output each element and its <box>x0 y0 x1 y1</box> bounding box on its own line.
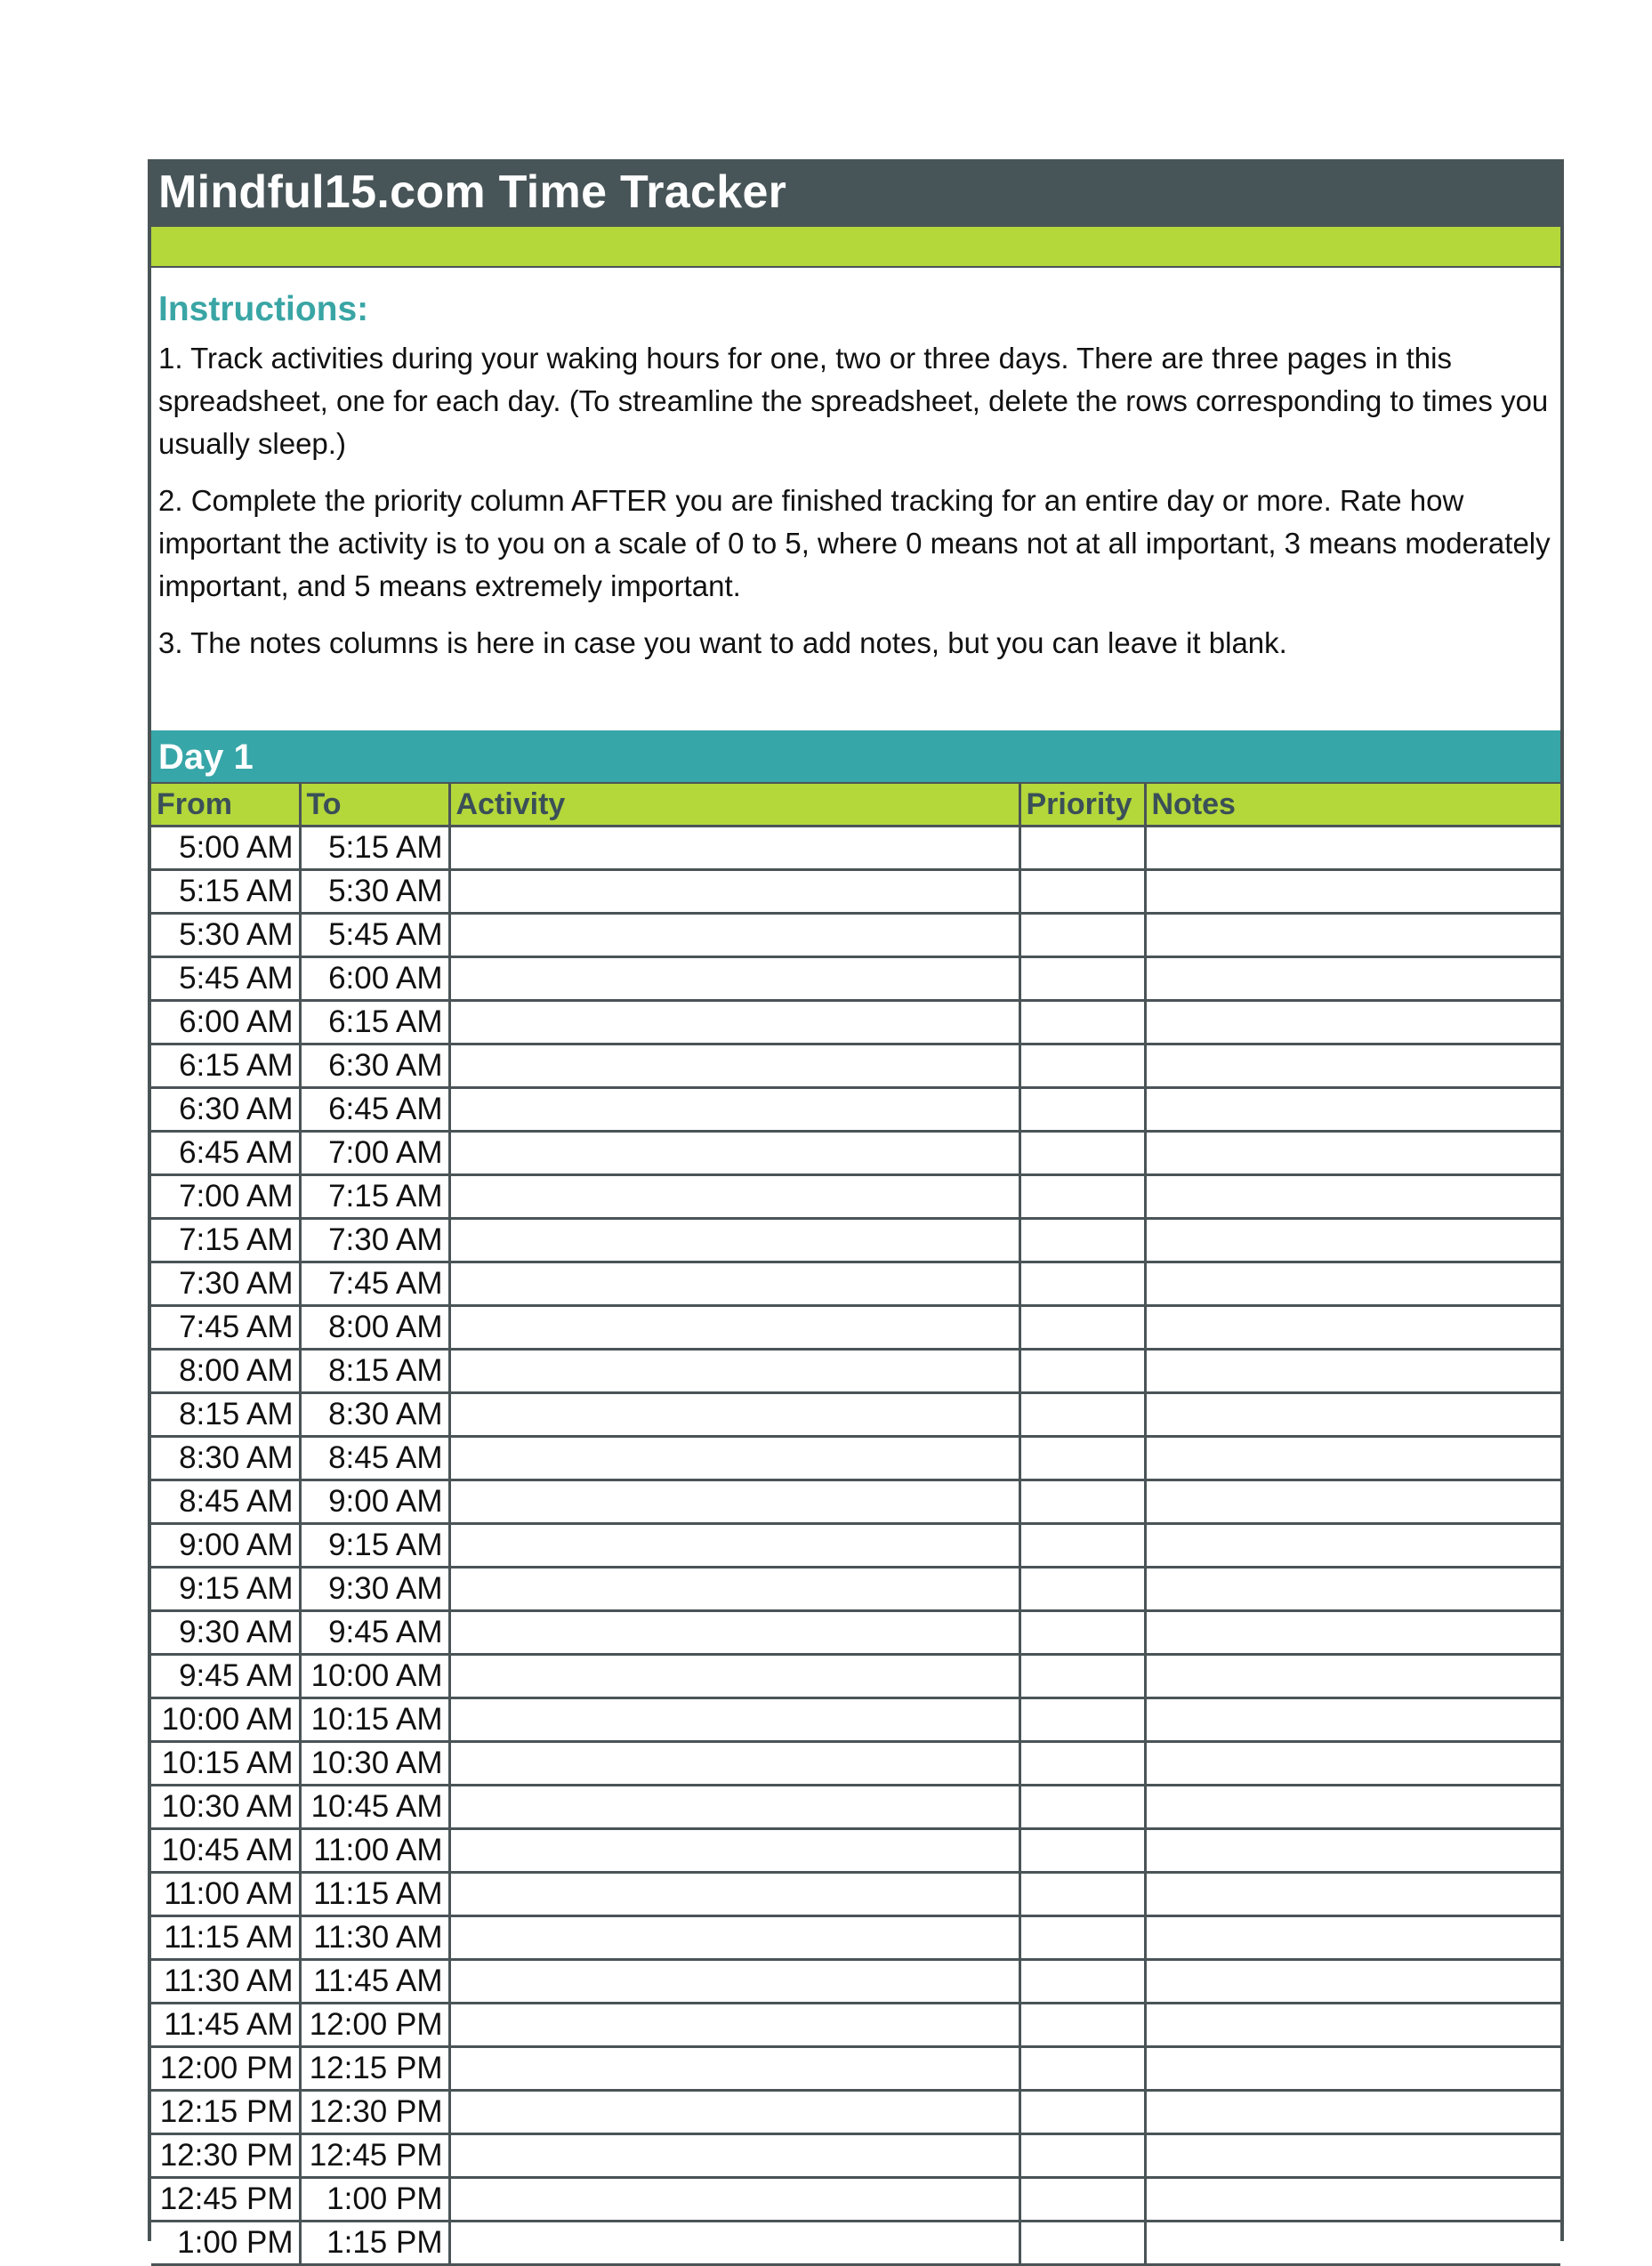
table-row <box>151 1873 1560 1916</box>
notes-cell[interactable] <box>1145 1611 1560 1655</box>
notes-cell[interactable] <box>1145 1088 1560 1132</box>
to-time-cell: 1:15 PM <box>300 2222 449 2265</box>
activity-cell[interactable] <box>449 1960 1019 2004</box>
activity-cell[interactable] <box>449 1044 1019 1088</box>
priority-cell[interactable] <box>1019 957 1145 1001</box>
to-time-cell: 5:15 AM <box>300 827 449 870</box>
priority-cell[interactable] <box>1019 1262 1145 1306</box>
to-time-cell: 8:00 AM <box>300 1306 449 1350</box>
from-time-cell: 11:15 AM <box>151 1916 300 1960</box>
priority-cell[interactable] <box>1019 1350 1145 1393</box>
column-header-activity: Activity <box>449 784 1019 827</box>
activity-cell[interactable] <box>449 1698 1019 1742</box>
instruction-1: 1. Track activities during your waking hours for one, two or three days. There are three pages in this spreadsheet, one for each day. (To streamline the spreadsheet, delete the rows corresponding to times you usually sleep.) <box>158 342 1549 460</box>
table-row <box>151 1350 1560 1393</box>
notes-cell[interactable] <box>1145 1742 1560 1786</box>
to-time-cell: 9:15 AM <box>300 1524 449 1568</box>
activity-cell[interactable] <box>449 2134 1019 2178</box>
activity-cell[interactable] <box>449 1611 1019 1655</box>
priority-cell[interactable] <box>1019 1088 1145 1132</box>
table-row <box>151 1044 1560 1088</box>
from-time-cell: 8:00 AM <box>151 1350 300 1393</box>
table-row <box>151 1001 1560 1044</box>
table-row <box>151 1655 1560 1698</box>
notes-cell[interactable] <box>1145 2047 1560 2091</box>
table-row <box>151 1960 1560 2004</box>
priority-cell[interactable] <box>1019 1175 1145 1219</box>
activity-cell[interactable] <box>449 1480 1019 1524</box>
table-row <box>151 1786 1560 1829</box>
to-time-cell: 11:45 AM <box>300 1960 449 2004</box>
to-time-cell: 6:15 AM <box>300 1001 449 1044</box>
priority-cell[interactable] <box>1019 1437 1145 1480</box>
table-row <box>151 2091 1560 2134</box>
activity-cell[interactable] <box>449 2004 1019 2047</box>
from-time-cell: 11:00 AM <box>151 1873 300 1916</box>
priority-cell[interactable] <box>1019 1132 1145 1175</box>
table-row <box>151 2004 1560 2047</box>
notes-cell[interactable] <box>1145 827 1560 870</box>
table-row <box>151 2047 1560 2091</box>
priority-cell[interactable] <box>1019 1568 1145 1611</box>
table-row <box>151 827 1560 870</box>
table-row <box>151 1829 1560 1873</box>
to-time-cell: 9:45 AM <box>300 1611 449 1655</box>
priority-cell[interactable] <box>1019 870 1145 914</box>
from-time-cell: 11:30 AM <box>151 1960 300 2004</box>
column-header-to: To <box>300 784 449 827</box>
table-row <box>151 870 1560 914</box>
to-time-cell: 5:45 AM <box>300 914 449 957</box>
from-time-cell: 8:45 AM <box>151 1480 300 1524</box>
to-time-cell: 9:00 AM <box>300 1480 449 1524</box>
priority-cell[interactable] <box>1019 1044 1145 1088</box>
activity-cell[interactable] <box>449 827 1019 870</box>
activity-cell[interactable] <box>449 1350 1019 1393</box>
activity-cell[interactable] <box>449 1219 1019 1262</box>
activity-cell[interactable] <box>449 1829 1019 1873</box>
activity-cell[interactable] <box>449 1742 1019 1786</box>
column-header-from: From <box>151 784 300 827</box>
accent-bar <box>151 225 1560 268</box>
notes-cell[interactable] <box>1145 870 1560 914</box>
notes-cell[interactable] <box>1145 2004 1560 2047</box>
instruction-3: 3. The notes columns is here in case you want to add notes, but you can leave it blank. <box>158 626 1287 659</box>
from-time-cell: 9:15 AM <box>151 1568 300 1611</box>
time-tracker-sheet <box>148 159 1564 2260</box>
to-time-cell: 8:45 AM <box>300 1437 449 1480</box>
table-row <box>151 957 1560 1001</box>
from-time-cell: 8:15 AM <box>151 1393 300 1437</box>
priority-cell[interactable] <box>1019 1219 1145 1262</box>
notes-cell[interactable] <box>1145 1001 1560 1044</box>
to-time-cell: 5:30 AM <box>300 870 449 914</box>
notes-cell[interactable] <box>1145 1393 1560 1437</box>
table-row <box>151 1437 1560 1480</box>
to-time-cell: 12:15 PM <box>300 2047 449 2091</box>
to-time-cell: 10:15 AM <box>300 1698 449 1742</box>
to-time-cell: 8:15 AM <box>300 1350 449 1393</box>
column-header-priority: Priority <box>1019 784 1145 827</box>
activity-cell[interactable] <box>449 870 1019 914</box>
table-row <box>151 1262 1560 1306</box>
from-time-cell: 12:45 PM <box>151 2178 300 2222</box>
priority-cell[interactable] <box>1019 1786 1145 1829</box>
day-label: Day 1 <box>151 730 1560 784</box>
instruction-2: 2. Complete the priority column AFTER you are finished tracking for an entire day or more. Rate how important the activity is to you on a scale of 0 to 5, where 0 means not at all important, 3 means moderately important, and 5 means extremely important. <box>158 484 1551 602</box>
to-time-cell: 10:45 AM <box>300 1786 449 1829</box>
from-time-cell: 11:45 AM <box>151 2004 300 2047</box>
to-time-cell: 11:00 AM <box>300 1829 449 1873</box>
to-time-cell: 10:00 AM <box>300 1655 449 1698</box>
time-tracker-table <box>151 784 1560 2266</box>
notes-cell[interactable] <box>1145 1480 1560 1524</box>
to-time-cell: 7:15 AM <box>300 1175 449 1219</box>
priority-cell[interactable] <box>1019 1916 1145 1960</box>
from-time-cell: 10:30 AM <box>151 1786 300 1829</box>
notes-cell[interactable] <box>1145 1698 1560 1742</box>
to-time-cell: 12:00 PM <box>300 2004 449 2047</box>
activity-cell[interactable] <box>449 2047 1019 2091</box>
from-time-cell: 10:15 AM <box>151 1742 300 1786</box>
priority-cell[interactable] <box>1019 1742 1145 1786</box>
priority-cell[interactable] <box>1019 827 1145 870</box>
table-row <box>151 1611 1560 1655</box>
notes-cell[interactable] <box>1145 1568 1560 1611</box>
from-time-cell: 5:00 AM <box>151 827 300 870</box>
from-time-cell: 6:45 AM <box>151 1132 300 1175</box>
priority-cell[interactable] <box>1019 1480 1145 1524</box>
from-time-cell: 8:30 AM <box>151 1437 300 1480</box>
table-row <box>151 1219 1560 1262</box>
table-row <box>151 1524 1560 1568</box>
notes-cell[interactable] <box>1145 1175 1560 1219</box>
notes-cell[interactable] <box>1145 1829 1560 1873</box>
table-row <box>151 2178 1560 2222</box>
notes-cell[interactable] <box>1145 914 1560 957</box>
notes-cell[interactable] <box>1145 1350 1560 1393</box>
from-time-cell: 9:45 AM <box>151 1655 300 1698</box>
from-time-cell: 1:00 PM <box>151 2222 300 2265</box>
table-row <box>151 1480 1560 1524</box>
page-title: Mindful15.com Time Tracker <box>151 159 1560 225</box>
priority-cell[interactable] <box>1019 914 1145 957</box>
table-row <box>151 1698 1560 1742</box>
priority-cell[interactable] <box>1019 2178 1145 2222</box>
table-row <box>151 1132 1560 1175</box>
from-time-cell: 7:30 AM <box>151 1262 300 1306</box>
to-time-cell: 10:30 AM <box>300 1742 449 1786</box>
priority-cell[interactable] <box>1019 1611 1145 1655</box>
notes-cell[interactable] <box>1145 2222 1560 2265</box>
table-body <box>151 827 1560 2265</box>
table-row <box>151 2134 1560 2178</box>
priority-cell[interactable] <box>1019 2047 1145 2091</box>
notes-cell[interactable] <box>1145 1960 1560 2004</box>
priority-cell[interactable] <box>1019 1306 1145 1350</box>
priority-cell[interactable] <box>1019 2091 1145 2134</box>
table-row <box>151 1742 1560 1786</box>
priority-cell[interactable] <box>1019 1524 1145 1568</box>
from-time-cell: 7:00 AM <box>151 1175 300 1219</box>
activity-cell[interactable] <box>449 1437 1019 1480</box>
priority-cell[interactable] <box>1019 2134 1145 2178</box>
priority-cell[interactable] <box>1019 1960 1145 2004</box>
priority-cell[interactable] <box>1019 2004 1145 2047</box>
priority-cell[interactable] <box>1019 1001 1145 1044</box>
table-row <box>151 1306 1560 1350</box>
notes-cell[interactable] <box>1145 2178 1560 2222</box>
priority-cell[interactable] <box>1019 1393 1145 1437</box>
activity-cell[interactable] <box>449 957 1019 1001</box>
activity-cell[interactable] <box>449 1088 1019 1132</box>
from-time-cell: 7:15 AM <box>151 1219 300 1262</box>
from-time-cell: 12:00 PM <box>151 2047 300 2091</box>
activity-cell[interactable] <box>449 1175 1019 1219</box>
activity-cell[interactable] <box>449 1916 1019 1960</box>
activity-cell[interactable] <box>449 1306 1019 1350</box>
notes-cell[interactable] <box>1145 1132 1560 1175</box>
table-header-row <box>151 784 1560 827</box>
from-time-cell: 10:00 AM <box>151 1698 300 1742</box>
to-time-cell: 6:00 AM <box>300 957 449 1001</box>
activity-cell[interactable] <box>449 1873 1019 1916</box>
table-row <box>151 914 1560 957</box>
notes-cell[interactable] <box>1145 1219 1560 1262</box>
table-row <box>151 1916 1560 1960</box>
activity-cell[interactable] <box>449 2178 1019 2222</box>
activity-cell[interactable] <box>449 1568 1019 1611</box>
from-time-cell: 5:30 AM <box>151 914 300 957</box>
to-time-cell: 11:30 AM <box>300 1916 449 1960</box>
activity-cell[interactable] <box>449 1524 1019 1568</box>
activity-cell[interactable] <box>449 1262 1019 1306</box>
to-time-cell: 6:30 AM <box>300 1044 449 1088</box>
from-time-cell: 9:00 AM <box>151 1524 300 1568</box>
notes-cell[interactable] <box>1145 1306 1560 1350</box>
activity-cell[interactable] <box>449 1393 1019 1437</box>
notes-cell[interactable] <box>1145 2091 1560 2134</box>
activity-cell[interactable] <box>449 1132 1019 1175</box>
table-row <box>151 2222 1560 2265</box>
from-time-cell: 5:45 AM <box>151 957 300 1001</box>
table-row <box>151 1568 1560 1611</box>
activity-cell[interactable] <box>449 1786 1019 1829</box>
from-time-cell: 12:30 PM <box>151 2134 300 2178</box>
activity-cell[interactable] <box>449 914 1019 957</box>
activity-cell[interactable] <box>449 2091 1019 2134</box>
priority-cell[interactable] <box>1019 2222 1145 2265</box>
from-time-cell: 5:15 AM <box>151 870 300 914</box>
to-time-cell: 12:30 PM <box>300 2091 449 2134</box>
notes-cell[interactable] <box>1145 1786 1560 1829</box>
priority-cell[interactable] <box>1019 1829 1145 1873</box>
from-time-cell: 6:15 AM <box>151 1044 300 1088</box>
to-time-cell: 12:45 PM <box>300 2134 449 2178</box>
to-time-cell: 7:30 AM <box>300 1219 449 1262</box>
to-time-cell: 7:45 AM <box>300 1262 449 1306</box>
notes-cell[interactable] <box>1145 2134 1560 2178</box>
from-time-cell: 6:30 AM <box>151 1088 300 1132</box>
from-time-cell: 6:00 AM <box>151 1001 300 1044</box>
to-time-cell: 8:30 AM <box>300 1393 449 1437</box>
to-time-cell: 6:45 AM <box>300 1088 449 1132</box>
to-time-cell: 11:15 AM <box>300 1873 449 1916</box>
notes-cell[interactable] <box>1145 1916 1560 1960</box>
from-time-cell: 7:45 AM <box>151 1306 300 1350</box>
table-row <box>151 1393 1560 1437</box>
from-time-cell: 9:30 AM <box>151 1611 300 1655</box>
notes-cell[interactable] <box>1145 1524 1560 1568</box>
activity-cell[interactable] <box>449 1001 1019 1044</box>
priority-cell[interactable] <box>1019 1655 1145 1698</box>
column-header-notes: Notes <box>1145 784 1560 827</box>
notes-cell[interactable] <box>1145 1437 1560 1480</box>
instructions-section <box>151 268 1560 730</box>
notes-cell[interactable] <box>1145 1655 1560 1698</box>
from-time-cell: 12:15 PM <box>151 2091 300 2134</box>
priority-cell[interactable] <box>1019 1873 1145 1916</box>
activity-cell[interactable] <box>449 1655 1019 1698</box>
notes-cell[interactable] <box>1145 1262 1560 1306</box>
to-time-cell: 7:00 AM <box>300 1132 449 1175</box>
from-time-cell: 10:45 AM <box>151 1829 300 1873</box>
activity-cell[interactable] <box>449 2222 1019 2265</box>
instructions-heading: Instructions: <box>158 290 369 328</box>
notes-cell[interactable] <box>1145 1044 1560 1088</box>
notes-cell[interactable] <box>1145 957 1560 1001</box>
to-time-cell: 9:30 AM <box>300 1568 449 1611</box>
priority-cell[interactable] <box>1019 1698 1145 1742</box>
notes-cell[interactable] <box>1145 1873 1560 1916</box>
table-row <box>151 1175 1560 1219</box>
table-row <box>151 1088 1560 1132</box>
to-time-cell: 1:00 PM <box>300 2178 449 2222</box>
